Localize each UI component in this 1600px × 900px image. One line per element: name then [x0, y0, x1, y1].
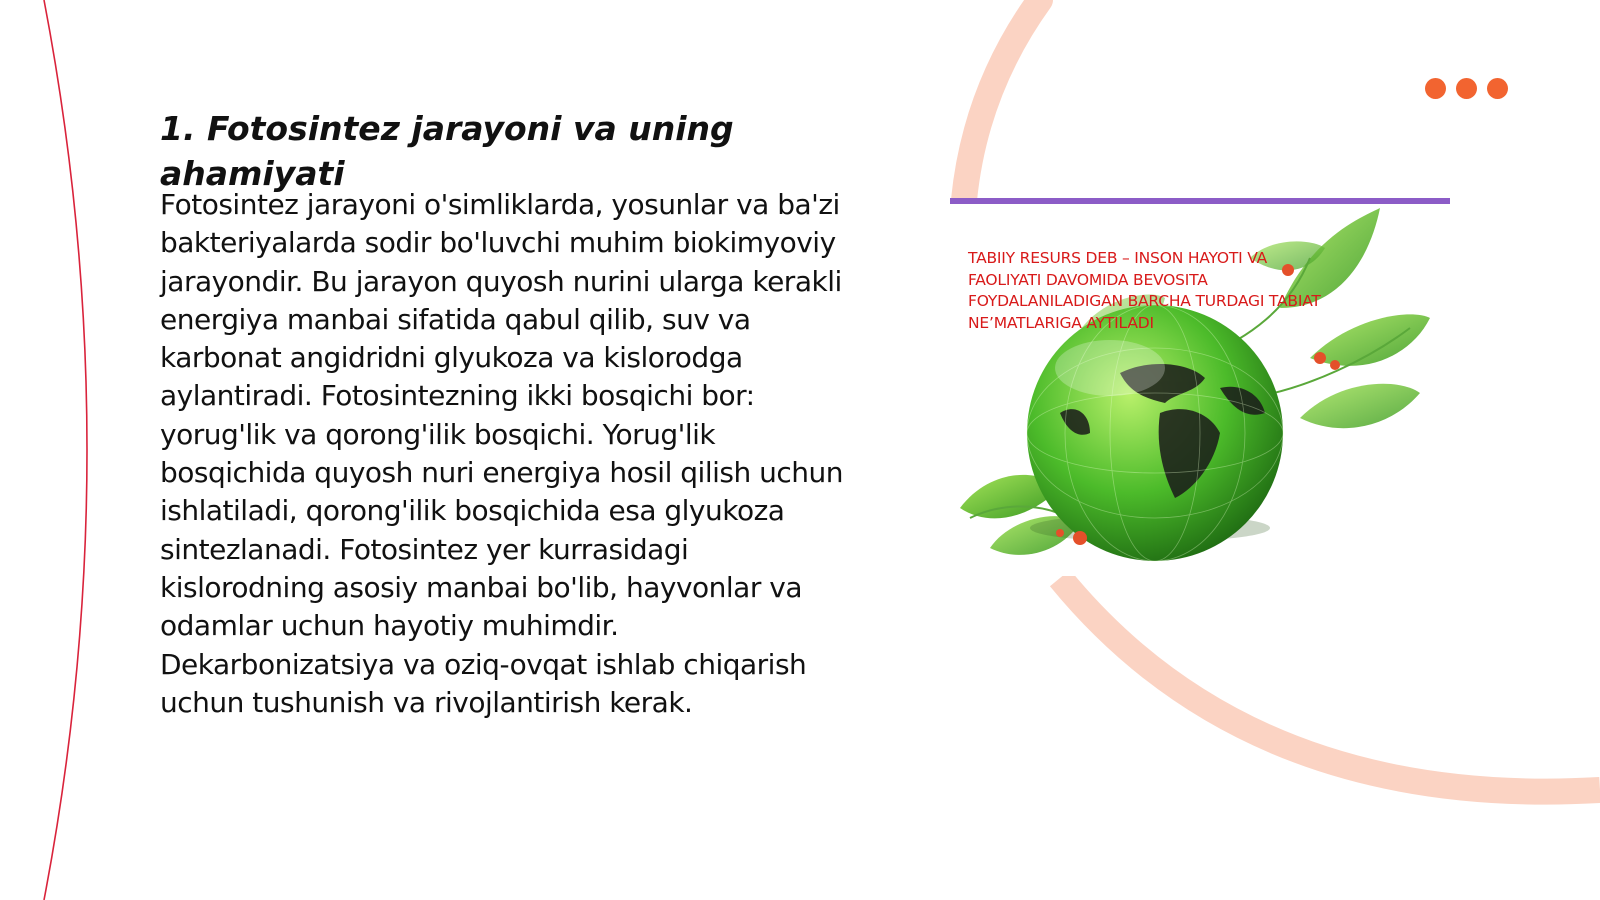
globe-image-panel	[950, 198, 1450, 576]
decorative-dots	[1425, 78, 1515, 100]
orange-arc-lower	[1060, 578, 1600, 792]
globe-highlight	[1055, 340, 1165, 396]
dot-2	[1456, 78, 1477, 99]
orange-arc-upper	[964, 0, 1040, 200]
dot-3	[1487, 78, 1508, 99]
dot-1	[1425, 78, 1446, 99]
left-red-curve	[44, 0, 87, 900]
image-caption: TABIIY RESURS DEB – INSON HAYOTI VA FAOLIYATI DAVOMIDA BEVOSITA FOYDALANILADIGAN BARCHA TURDAGI TABIAT NE’MATLARIGA AYTILADI	[968, 249, 1321, 332]
slide-body-text: Fotosintez jarayoni o'simliklarda, yosunlar va ba'zi bakteriyalarda sodir bo'luvchi muhim biokimyoviy jarayondir. Bu jarayon quyosh nurini ularga kerakli energiya manbai sifatida qabul qilib, suv va karbonat angidridni glyukoza va kislorodga aylantiradi. Fotosintezning ikki bosqichi bor: yorug'lik va qorong'ilik bosqichi. Yorug'lik bosqichida quyosh nuri energiya hosil qilish uchun ishlatiladi, qorong'ilik bosqichida esa glyukoza sintezlanadi. Fotosintez yer kurrasidagi kislorodning asosiy manbai bo'lib, hayvonlar va odamlar uchun hayotiy muhimdir. Dekarbonizatsiya va oziq-ovqat ishlab chiqarish uchun tushunish va rivojlantirish kerak.	[160, 188, 843, 719]
slide-title: 1. Fotosintez jarayoni va uning ahamiyati	[160, 109, 734, 193]
